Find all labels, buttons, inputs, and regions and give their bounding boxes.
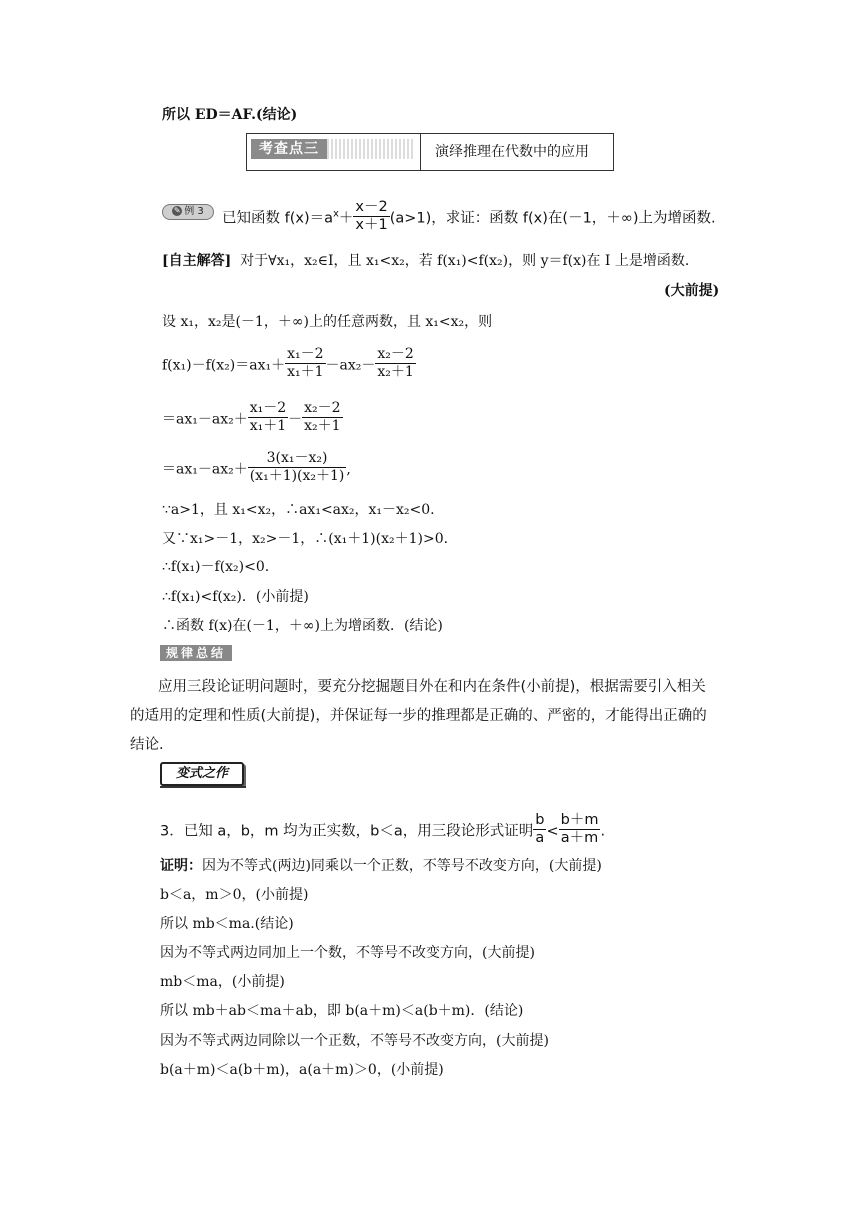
equation-1 [162, 348, 416, 383]
proof-l1: 因为不等式(两边)同乘以一个正数，不等号不改变方向，(大前提) [202, 858, 602, 874]
summary-text-3: 结论. [130, 737, 164, 753]
problem3-f2-den: a＋m [560, 830, 599, 846]
eq1-f1-den: x₁＋1 [287, 364, 324, 380]
eq1-mid: －ax₂－ [325, 357, 376, 374]
example-stmt-sup: x [333, 208, 339, 220]
section-stripe [327, 139, 415, 159]
eq1-fraction-2 [375, 346, 415, 381]
equation-2 [162, 402, 343, 437]
eq3-den: (x₁＋1)(x₂＋1) [249, 468, 345, 484]
pencil-icon: ✎ [173, 206, 181, 215]
proof-line3: 所以 mb＜ma.(结论) [160, 916, 294, 932]
summary-text-1: 应用三段论证明问题时，要充分挖掘题目外在和内在条件(小前提)，根据需要引入相关 [158, 679, 706, 695]
example-badge [162, 204, 214, 220]
example-stmt-plus: ＋ [338, 210, 354, 227]
eq1-f1-num: x₁－2 [287, 346, 324, 362]
problem3-lt: < [546, 823, 559, 840]
solution-line4: 又∵x₁>－1，x₂>－1，∴(x₁＋1)(x₂＋1)>0. [162, 531, 449, 547]
eq2-mid: － [288, 411, 303, 428]
problem3-f2-num: b＋m [560, 812, 599, 828]
solution-line3: ∵a>1，且 x₁<x₂，∴ax₁<ax₂，x₁－x₂<0. [162, 502, 435, 518]
solution-line5: ∴f(x₁)－f(x₂)<0. [162, 559, 270, 575]
premise-big: (大前提) [664, 283, 720, 299]
example-frac-num: x－2 [355, 199, 388, 215]
problem3-fraction-2 [559, 812, 601, 847]
example-statement [222, 201, 716, 236]
section-title: 演绎推理在代数中的应用 [435, 144, 589, 160]
proof-line8: b(a＋m)＜a(b＋m)，a(a＋m)＞0，(小前提) [160, 1062, 444, 1078]
summary-tag: 规律总结 [160, 645, 232, 661]
problem3-pre: 3．已知 a，b，m 均为正实数，b＜a，用三段论形式证明 [160, 823, 534, 840]
top-conclusion: 所以 ED＝AF.(结论) [162, 107, 298, 123]
eq3-fraction [248, 450, 347, 485]
proof-line6: 所以 mb＋ab＜ma＋ab，即 b(a＋m)＜a(b＋m)．(结论) [160, 1003, 524, 1019]
eq2-f2-num: x₂－2 [304, 400, 341, 416]
eq1-fraction-1 [285, 346, 325, 381]
solution-line7: ∴函数 f(x)在(－1，＋∞)上为增函数．(结论) [162, 618, 443, 634]
proof-line2: b＜a，m＞0，(小前提) [160, 887, 309, 903]
eq2-fraction-1 [248, 400, 288, 435]
variant-underline [160, 786, 246, 788]
section-badge: 考查点三 [251, 139, 327, 159]
proof-line7: 因为不等式两边同除以一个正数，不等号不改变方向，(大前提) [160, 1033, 549, 1049]
eq1-f2-num: x₂－2 [377, 346, 414, 362]
proof-line1 [160, 857, 602, 875]
eq3-post: , [346, 461, 351, 478]
equation-3 [162, 452, 351, 487]
solution-line1 [162, 252, 689, 270]
solution-label: [自主解答] [162, 253, 232, 269]
problem3-f1-den: a [535, 830, 545, 846]
eq1-pre: f(x₁)－f(x₂)＝ax₁＋ [162, 357, 286, 374]
problem3-post: . [600, 823, 606, 840]
summary-text-2: 的适用的定理和性质(大前提)，并保证每一步的推理都是正确的、严密的，才能得出正确的 [130, 708, 707, 724]
variant-tag: 变式之作 [160, 762, 244, 786]
example-stmt-pre: 已知函数 f(x)＝a [222, 210, 333, 227]
proof-line5: mb＜ma，(小前提) [160, 974, 285, 990]
proof-line4: 因为不等式两边同加上一个数，不等号不改变方向，(大前提) [160, 945, 535, 961]
example-fraction [353, 199, 389, 234]
solution-line6: ∴f(x₁)<f(x₂)．(小前提) [162, 589, 309, 605]
eq1-f2-den: x₂＋1 [377, 364, 414, 380]
eq2-fraction-2 [302, 400, 342, 435]
example-stmt-post: (a>1)，求证：函数 f(x)在(－1，＋∞)上为增函数. [389, 210, 716, 227]
problem3-fraction-1 [533, 812, 546, 847]
problem-3 [160, 814, 605, 849]
eq2-f2-den: x₂＋1 [304, 418, 341, 434]
example-frac-den: x＋1 [355, 217, 388, 233]
solution-line2: 设 x₁，x₂是(－1，＋∞)上的任意两数，且 x₁<x₂，则 [162, 314, 493, 330]
problem3-f1-num: b [535, 812, 545, 828]
eq2-f1-num: x₁－2 [249, 400, 287, 416]
eq3-num: 3(x₁－x₂) [248, 450, 347, 468]
solution-line1-text: 对于∀x₁，x₂∈I，且 x₁<x₂，若 f(x₁)<f(x₂)，则 y＝f(x)在 I 上是增函数. [240, 253, 690, 269]
proof-label: 证明： [160, 858, 202, 874]
example-badge-label: 例 3 [184, 206, 204, 217]
eq2-f1-den: x₁＋1 [249, 418, 287, 434]
eq2-pre: ＝ax₁－ax₂＋ [162, 411, 248, 428]
eq3-pre: ＝ax₁－ax₂＋ [162, 461, 248, 478]
section-header [246, 133, 614, 171]
section-badge-cell [247, 134, 421, 170]
